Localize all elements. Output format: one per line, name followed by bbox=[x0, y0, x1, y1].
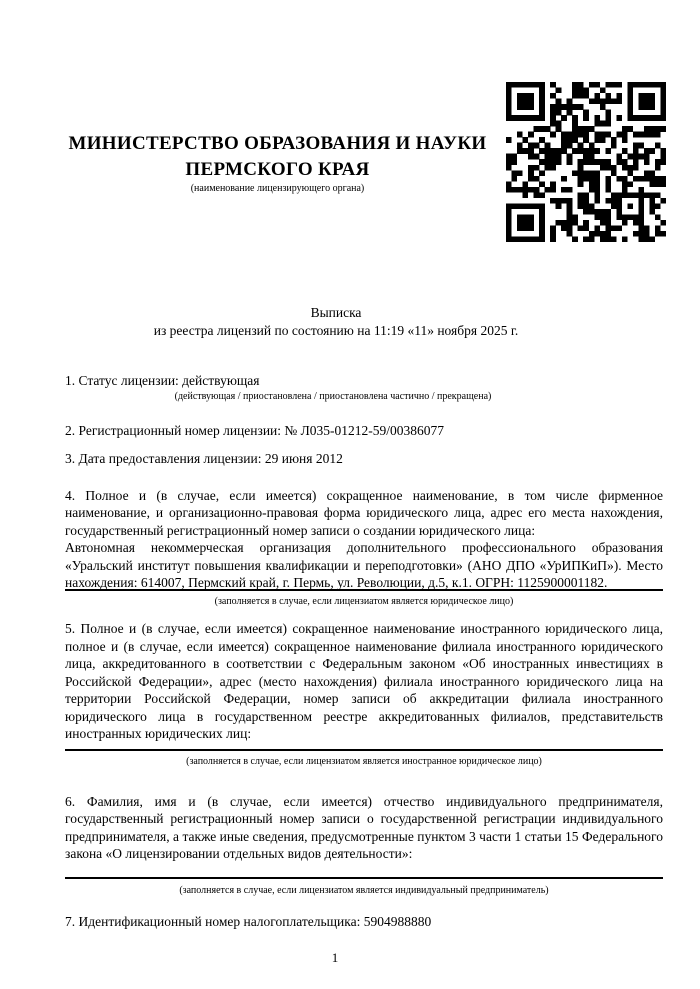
page-number: 1 bbox=[331, 950, 339, 965]
fill-in-rule-foreign-entity bbox=[65, 749, 663, 751]
title-line2: из реестра лицензий по состоянию на 11:19 «11» ноября 2025 г. bbox=[153, 323, 519, 338]
foreign-entity-section: 5. Полное и (в случае, если имеется) сокращенное наименование иностранного юридического лица, полное и (в случае, если имеется) сокращенное наименование филиала иностранного юридического лица, аккредитованного в соответствии с Федеральным законом «Об иностранных инвестициях в Российской Федерации», адрес (место нахождения) филиала иностранного юридического лица на территории Российской Федерации, номер записи об аккредитации филиала иностранного юридического лица в государственном реестре аккредитованных филиалов, представительств иностранных юридических лиц: bbox=[65, 621, 663, 741]
status-options-caption: (действующая / приостановлена / приостановлена частично / прекращена) bbox=[174, 390, 492, 402]
individual-entrepreneur-section: 6. Фамилия, имя и (в случае, если имеется) отчество индивидуального предпринимателя, государственный регистрационный номер записи о государственной регистрации индивидуального предпринимателя, а также иные сведения, предусмотренные пунктом 3 части 1 статьи 15 Федерального закона «О лицензировании отдельных видов деятельности»: bbox=[65, 793, 663, 861]
legal-entity-answer: Автономная некоммерческая организация дополнительного профессионального образования «Уральский институт повышения квалификации и переподготовки» (АНО ДПО «УрИПКиП»). Место нахождения: 614007, Пермский край, г. Пермь, ул. Революции, д.5, к.1. ОГРН: 1125900001182. bbox=[65, 540, 663, 590]
document-body bbox=[65, 298, 663, 967]
grant-date-line: 3. Дата предоставления лицензии: 29 июня 2012 bbox=[65, 451, 343, 466]
registration-number-line: 2. Регистрационный номер лицензии: № Л035-01212-59/00386077 bbox=[65, 423, 445, 438]
legal-entity-section bbox=[65, 487, 663, 592]
legal-entity-caption: (заполняется в случае, если лицензиатом является юридическое лицо) bbox=[214, 595, 514, 607]
license-status-line: 1. Статус лицензии: действующая bbox=[65, 373, 260, 388]
qr-code bbox=[506, 82, 666, 242]
individual-entrepreneur-caption: (заполняется в случае, если лицензиатом является индивидуальный предприниматель) bbox=[179, 884, 549, 896]
inn-line: 7. Идентификационный номер налогоплательщика: 5904988880 bbox=[65, 913, 432, 929]
document-title bbox=[37, 304, 635, 340]
foreign-entity-caption: (заполняется в случае, если лицензиатом является иностранное юридическое лицо) bbox=[186, 755, 542, 767]
ministry-caption: (наименование лицензирующего органа) bbox=[190, 183, 365, 194]
licensing-authority-header bbox=[65, 131, 490, 195]
ministry-name-line1: МИНИСТЕРСТВО ОБРАЗОВАНИЯ И НАУКИ bbox=[68, 133, 487, 154]
legal-entity-question: 4. Полное и (в случае, если имеется) сокращенное наименование, в том числе фирменное наименование, и организационно-правовая форма юридического лица, адрес его места нахождения, государственный регистрационный номер записи о создании юридического лица: bbox=[65, 487, 663, 538]
ministry-name-line2: ПЕРМСКОГО КРАЯ bbox=[185, 159, 370, 180]
fill-in-rule-individual bbox=[65, 877, 663, 879]
title-line1: Выписка bbox=[310, 305, 362, 320]
